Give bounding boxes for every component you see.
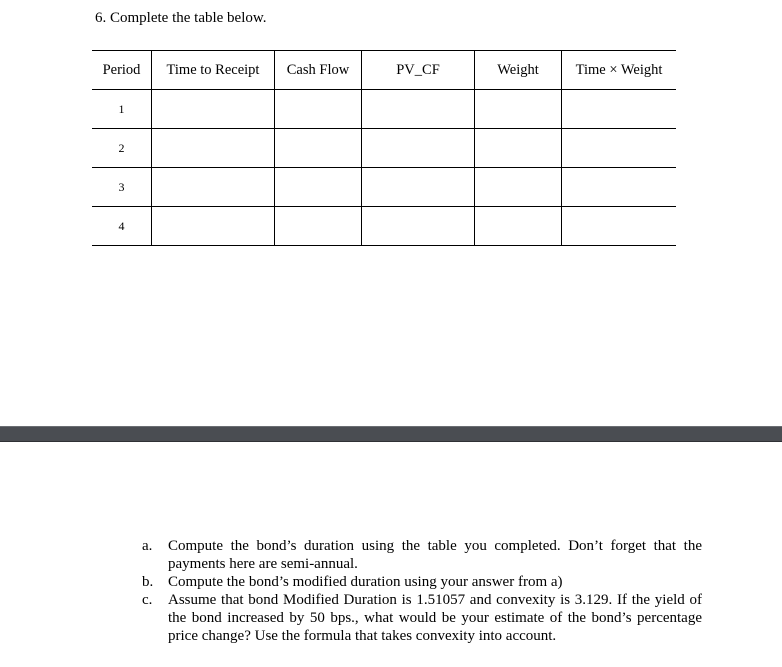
question-c: [142, 591, 702, 645]
duration-table: [92, 50, 676, 246]
cash-flow-cell[interactable]: [275, 168, 362, 207]
time-times-weight-cell[interactable]: [562, 168, 677, 207]
table-row: [92, 168, 676, 207]
weight-cell[interactable]: [475, 207, 562, 246]
question-marker: a.: [142, 538, 153, 554]
weight-cell[interactable]: [475, 90, 562, 129]
weight-cell[interactable]: [475, 168, 562, 207]
period-cell: 4: [92, 207, 152, 246]
question-a: [142, 537, 702, 573]
time-times-weight-cell[interactable]: [562, 90, 677, 129]
header-time-to-receipt: Time to Receipt: [152, 51, 275, 90]
header-cash-flow: Cash Flow: [275, 51, 362, 90]
period-cell: 1: [92, 90, 152, 129]
header-time-times-weight: Time × Weight: [562, 51, 677, 90]
time-times-weight-cell[interactable]: [562, 129, 677, 168]
weight-cell[interactable]: [475, 129, 562, 168]
pv-cf-cell[interactable]: [362, 90, 475, 129]
page-divider: [0, 426, 782, 442]
question-marker: c.: [142, 592, 153, 608]
table-row: [92, 207, 676, 246]
time-to-receipt-cell[interactable]: [152, 168, 275, 207]
question-b: [142, 573, 702, 591]
header-pv-cf: PV_CF: [362, 51, 475, 90]
time-to-receipt-cell[interactable]: [152, 207, 275, 246]
time-to-receipt-cell[interactable]: [152, 129, 275, 168]
question-text: Assume that bond Modified Duration is 1.51057 and convexity is 3.129. If the yield of the bond increased by 50 bps., what would be your estimate of the bond’s percentage price change? Use the formula that takes convexity into account.: [168, 592, 702, 644]
period-cell: 2: [92, 129, 152, 168]
header-weight: Weight: [475, 51, 562, 90]
pv-cf-cell[interactable]: [362, 129, 475, 168]
question-marker: b.: [142, 574, 154, 590]
question-title: 6. Complete the table below.: [95, 10, 267, 26]
time-times-weight-cell[interactable]: [562, 207, 677, 246]
period-cell: 3: [92, 168, 152, 207]
question-list: [142, 537, 702, 645]
header-period: Period: [92, 51, 152, 90]
time-to-receipt-cell[interactable]: [152, 90, 275, 129]
table-row: [92, 129, 676, 168]
cash-flow-cell[interactable]: [275, 90, 362, 129]
question-text: Compute the bond’s duration using the table you completed. Don’t forget that the payments here are semi-annual.: [168, 538, 702, 572]
cash-flow-cell[interactable]: [275, 129, 362, 168]
question-text: Compute the bond’s modified duration using your answer from a): [168, 574, 563, 590]
pv-cf-cell[interactable]: [362, 207, 475, 246]
pv-cf-cell[interactable]: [362, 168, 475, 207]
table-header-row: [92, 51, 676, 90]
cash-flow-cell[interactable]: [275, 207, 362, 246]
table-row: [92, 90, 676, 129]
